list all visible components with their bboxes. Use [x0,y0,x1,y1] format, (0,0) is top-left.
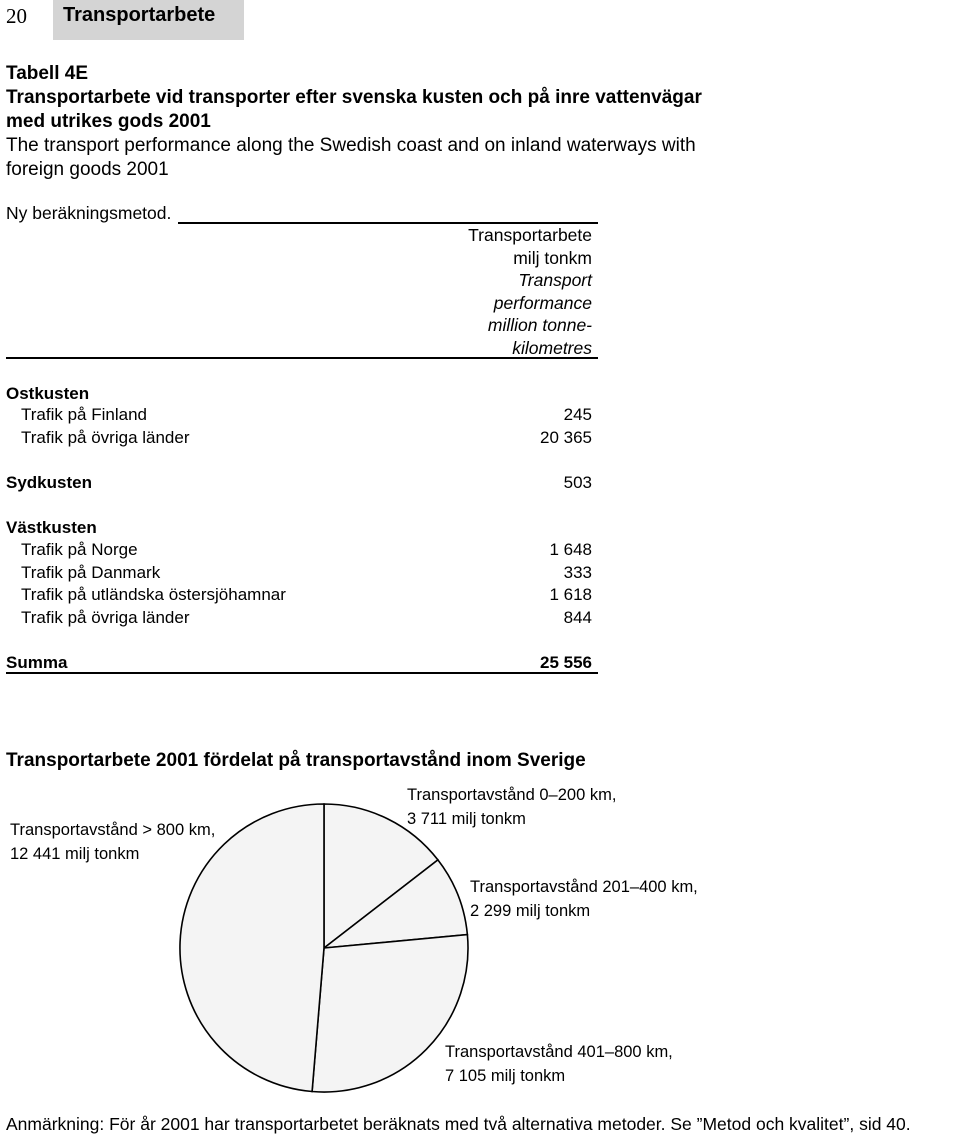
pie-label-line2: 7 105 milj tonkm [445,1067,566,1085]
section-label: Ostkusten [6,384,90,403]
row-label: Trafik på övriga länder [21,428,190,447]
chapter-title: Transportarbete [63,4,216,26]
column-header-en-line4: kilometres [512,337,592,358]
table-number: Tabell 4E [6,63,89,84]
row-label: Trafik på övriga länder [21,608,190,627]
section-label: Västkusten [6,518,97,537]
row-value: 333 [563,563,592,582]
row-label: Trafik på Norge [21,540,138,559]
summa-value: 25 556 [540,653,592,672]
pie-label-401-800 [445,1040,673,1088]
pie-label-line2: 2 299 milj tonkm [470,902,591,920]
page-number: 20 [6,4,27,28]
section-ostkusten [6,384,592,406]
summa-row [6,653,592,675]
column-header [468,224,592,360]
table-row [6,585,592,607]
pie-label-over-800 [10,818,215,866]
footnote: Anmärkning: För år 2001 har transportarbetet beräknats med två alternativa metoder. Se ”Metod och kvalitet”, sid 40. [6,1114,911,1134]
section-label: Sydkusten [6,473,92,492]
table-row [6,540,592,562]
pie-chart-heading: Transportarbete 2001 fördelat på transportavstånd inom Sverige [6,750,586,771]
pie-label-line1: Transportavstånd 401–800 km, [445,1043,673,1061]
row-value: 503 [563,473,592,492]
pie-label-0-200 [407,783,616,831]
pie-label-line1: Transportavstånd > 800 km, [10,821,216,839]
table-row [6,608,592,630]
row-label: Trafik på Danmark [21,563,161,582]
table-title-sv-line1: Transportarbete vid transporter efter svenska kusten och på inre vattenvägar [6,87,702,108]
pie-label-line1: Transportavstånd 0–200 km, [407,786,617,804]
row-value: 1 648 [549,540,592,559]
row-value: 245 [563,405,592,424]
section-sydkusten [6,473,592,495]
row-value: 1 618 [549,585,592,604]
row-label: Trafik på Finland [21,405,147,424]
table-title-sv-line2: med utrikes gods 2001 [6,111,211,132]
table-title-en-line1: The transport performance along the Swedish coast and on inland waterways with [6,135,696,156]
pie-label-line2: 3 711 milj tonkm [407,810,526,828]
row-value: 20 365 [540,428,592,447]
column-header-sv-line2: milj tonkm [513,247,592,268]
method-note: Ny beräkningsmetod. [6,203,172,223]
row-label: Trafik på utländska östersjöhamnar [21,585,286,604]
row-value: 844 [563,608,592,627]
column-header-en-line1: Transport [518,270,592,291]
column-header-sv-line1: Transportarbete [468,225,592,245]
table-row [6,428,592,450]
summa-label: Summa [6,653,68,672]
section-vastkusten [6,518,592,540]
pie-label-201-400 [470,875,698,923]
column-header-en-line2: performance [493,292,592,313]
pie-label-line2: 12 441 milj tonkm [10,845,140,863]
pie-label-line1: Transportavstånd 201–400 km, [470,878,698,896]
table-row [6,405,592,427]
table-title-en-line2: foreign goods 2001 [6,159,169,180]
column-header-en-line3: million tonne- [487,315,592,336]
table-row [6,563,592,585]
